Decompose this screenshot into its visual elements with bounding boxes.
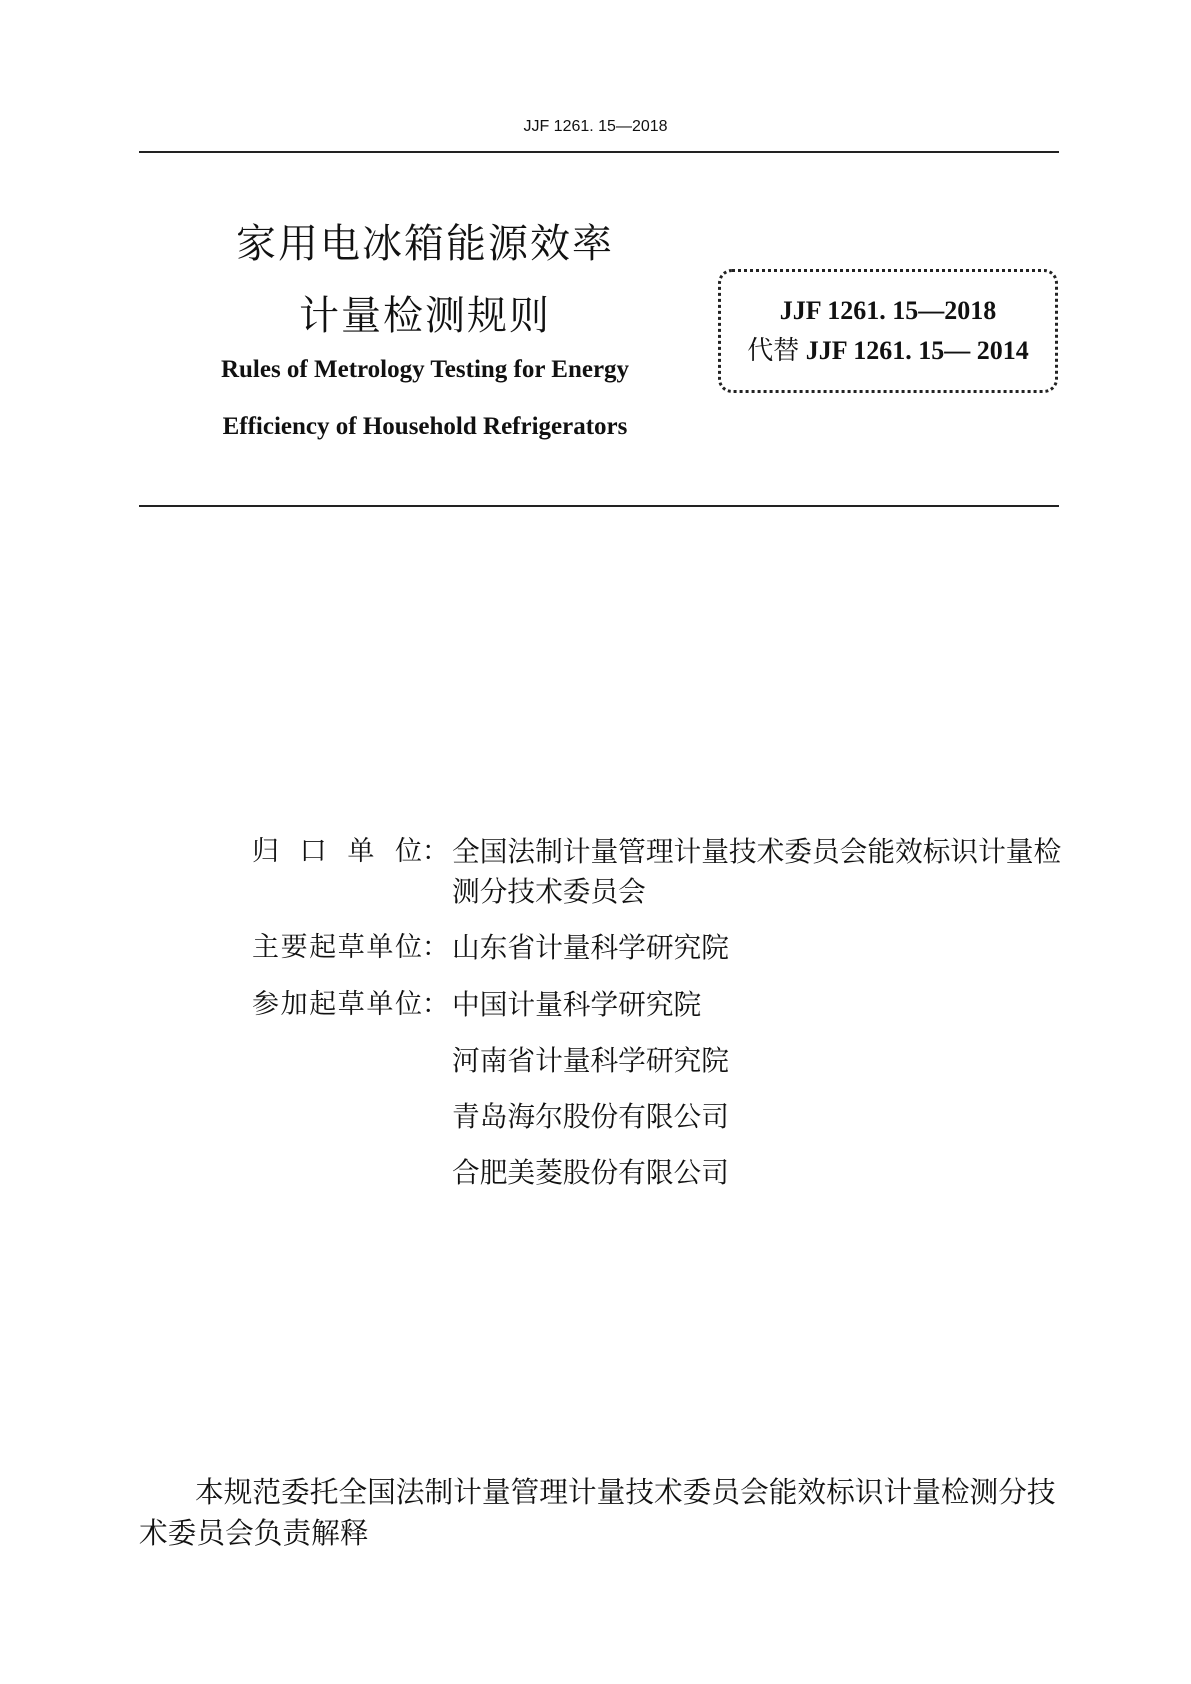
unit-values-responsible [452, 832, 1064, 912]
unit-label-responsible: 归口单位 [252, 836, 422, 867]
replaces-prefix: 代替 [747, 336, 800, 366]
unit-values-main-drafter [452, 928, 1064, 968]
unit-label-participating: 参加起草单位 [252, 989, 422, 1020]
title-cn-line2: 计量检测规则 [299, 293, 551, 339]
unit-value-participating: 合肥美菱股份有限公司 [452, 1156, 729, 1189]
unit-row-participating [252, 985, 1064, 1193]
title-rule [139, 505, 1059, 507]
replaces-line [747, 334, 1028, 368]
unit-value-responsible: 全国法制计量管理计量技术委员会能效标识计量检测分技术委员会 [452, 835, 1062, 908]
title-cn-line1: 家用电冰箱能源效率 [236, 221, 614, 267]
unit-value-participating: 河南省计量科学研究院 [452, 1044, 729, 1077]
interpretation-note: 本规范委托全国法制计量管理计量技术委员会能效标识计量检测分技术委员会负责解释 [139, 1475, 1056, 1550]
unit-label-main-drafter: 主要起草单位 [252, 932, 422, 963]
title-en-line2: Efficiency of Household Refrigerators [222, 413, 628, 440]
replaced-code: JJF 1261. 15— 2014 [805, 336, 1029, 365]
unit-row-main-drafter [252, 928, 1064, 968]
colon: ： [422, 932, 449, 963]
unit-value-main-drafter: 山东省计量科学研究院 [452, 931, 729, 964]
standard-code: JJF 1261. 15—2018 [779, 296, 997, 325]
unit-value-participating: 青岛海尔股份有限公司 [452, 1100, 729, 1133]
standard-code-box [718, 269, 1058, 393]
running-header-code: JJF 1261. 15—2018 [523, 118, 668, 135]
title-en-line1: Rules of Metrology Testing for Energy [220, 356, 630, 383]
unit-row-responsible [252, 832, 1064, 912]
header-rule [139, 151, 1059, 153]
unit-values-participating [452, 985, 1064, 1193]
unit-value-participating: 中国计量科学研究院 [452, 988, 702, 1021]
colon: ： [422, 989, 449, 1020]
colon: ： [422, 836, 449, 867]
